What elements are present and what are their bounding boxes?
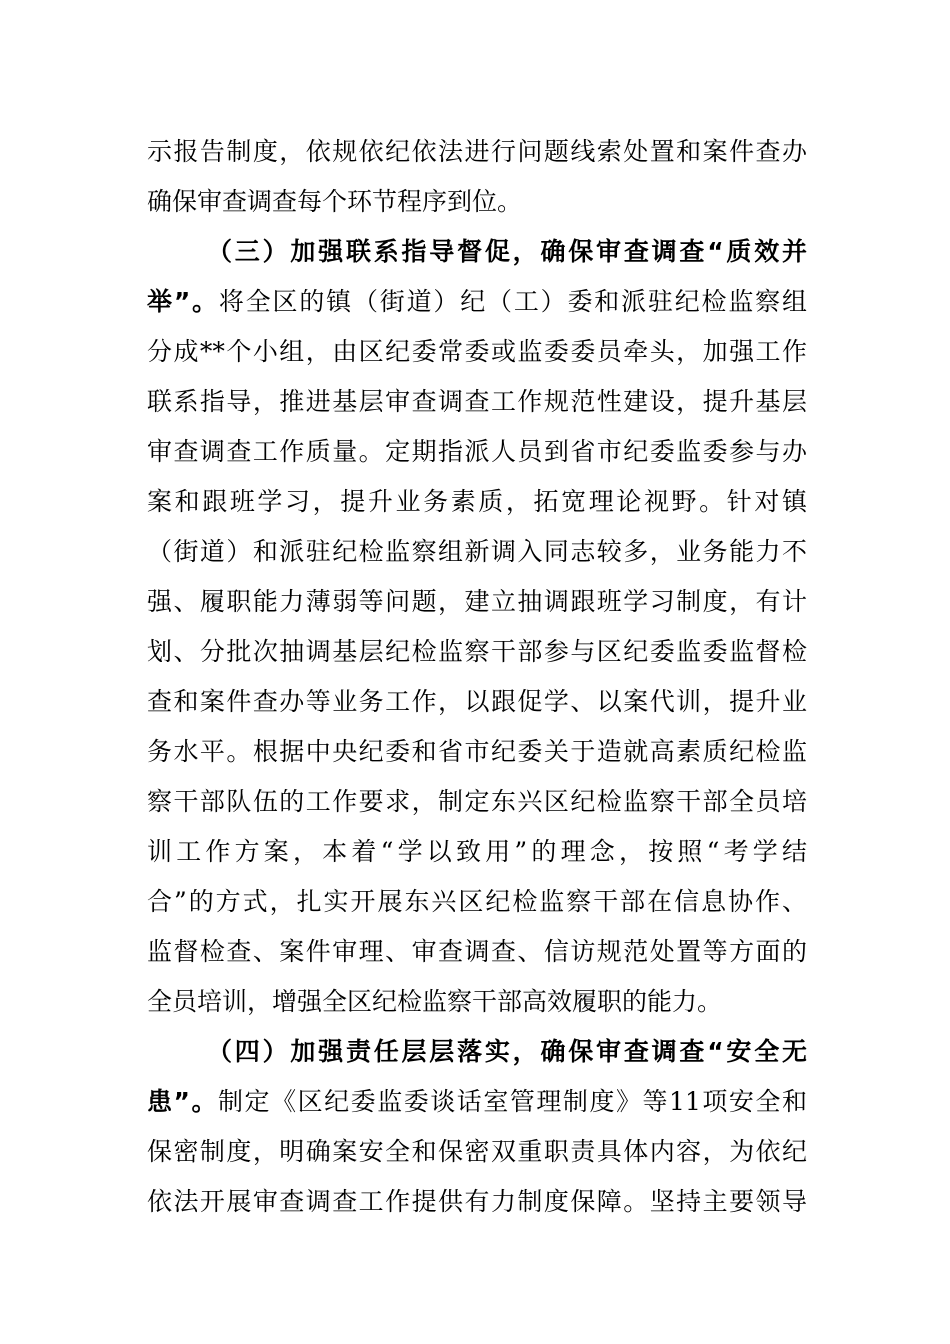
text-line (147, 277, 807, 327)
line-text: 分成**个小组，由区纪委常委或监委委员牵头，加强工作 (147, 337, 807, 366)
line-text: 保密制度，明确案安全和保密双重职责具体内容，为依纪 (147, 1137, 807, 1166)
text-line (147, 1127, 807, 1177)
text-line (147, 877, 807, 927)
text-line (147, 827, 807, 877)
line-text: 案和跟班学习，提升业务素质，拓宽理论视野。针对镇 (147, 487, 807, 516)
line-text: （街道）和派驻纪检监察组新调入同志较多，业务能力不 (147, 537, 807, 566)
line-text: 监督检查、案件审理、审查调查、信访规范处置等方面的 (147, 937, 807, 966)
line-text: 确保审查调查每个环节程序到位。 (147, 187, 523, 216)
line-text: 务水平。根据中央纪委和省市纪委关于造就高素质纪检监 (147, 737, 807, 766)
text-line (147, 327, 807, 377)
line-text: 联系指导，推进基层审查调查工作规范性建设，提升基层 (147, 387, 807, 416)
line-text: 强、履职能力薄弱等问题，建立抽调跟班学习制度，有计 (147, 587, 807, 616)
line-text: 全员培训，增强全区纪检监察干部高效履职的能力。 (147, 987, 723, 1016)
line-text: 依法开展审查调查工作提供有力制度保障。坚持主要领导 (147, 1187, 807, 1216)
text-line (147, 977, 807, 1027)
line-text: 训工作方案，本着“学以致用”的理念，按照“考学结 (147, 837, 807, 866)
text-line (147, 527, 807, 577)
text-line (147, 177, 807, 227)
text-line (147, 377, 807, 427)
text-line (147, 777, 807, 827)
text-line (147, 1177, 807, 1227)
text-line (147, 627, 807, 677)
line-text: 划、分批次抽调基层纪检监察干部参与区纪委监委监督检 (147, 637, 807, 666)
text-line (147, 927, 807, 977)
text-line (147, 727, 807, 777)
line-text: 察干部队伍的工作要求，制定东兴区纪检监察干部全员培 (147, 787, 807, 816)
line-text: 查和案件查办等业务工作，以跟促学、以案代训，提升业 (147, 687, 807, 716)
section-heading: 患”。 (147, 1087, 219, 1116)
line-text: 制定《区纪委监委谈话室管理制度》等11项安全和 (218, 1087, 807, 1116)
text-line (147, 477, 807, 527)
text-line (147, 677, 807, 727)
text-line (207, 1027, 807, 1077)
section-heading: （四）加强责任层层落实，确保审查调查“安全无 (207, 1037, 807, 1066)
text-line (207, 227, 807, 277)
text-line (147, 427, 807, 477)
text-line (147, 127, 807, 177)
line-text: 将全区的镇（街道）纪（工）委和派驻纪检监察组 (218, 287, 807, 316)
text-line (147, 1077, 807, 1127)
line-text: 审查调查工作质量。定期指派人员到省市纪委监委参与办 (147, 437, 807, 466)
line-text: 示报告制度，依规依纪依法进行问题线索处置和案件查办 (147, 137, 807, 166)
section-heading: （三）加强联系指导督促，确保审查调查“质效并 (207, 237, 807, 266)
line-text: 合”的方式，扎实开展东兴区纪检监察干部在信息协作、 (147, 887, 807, 916)
text-line (147, 577, 807, 627)
section-heading: 举”。 (147, 287, 219, 316)
